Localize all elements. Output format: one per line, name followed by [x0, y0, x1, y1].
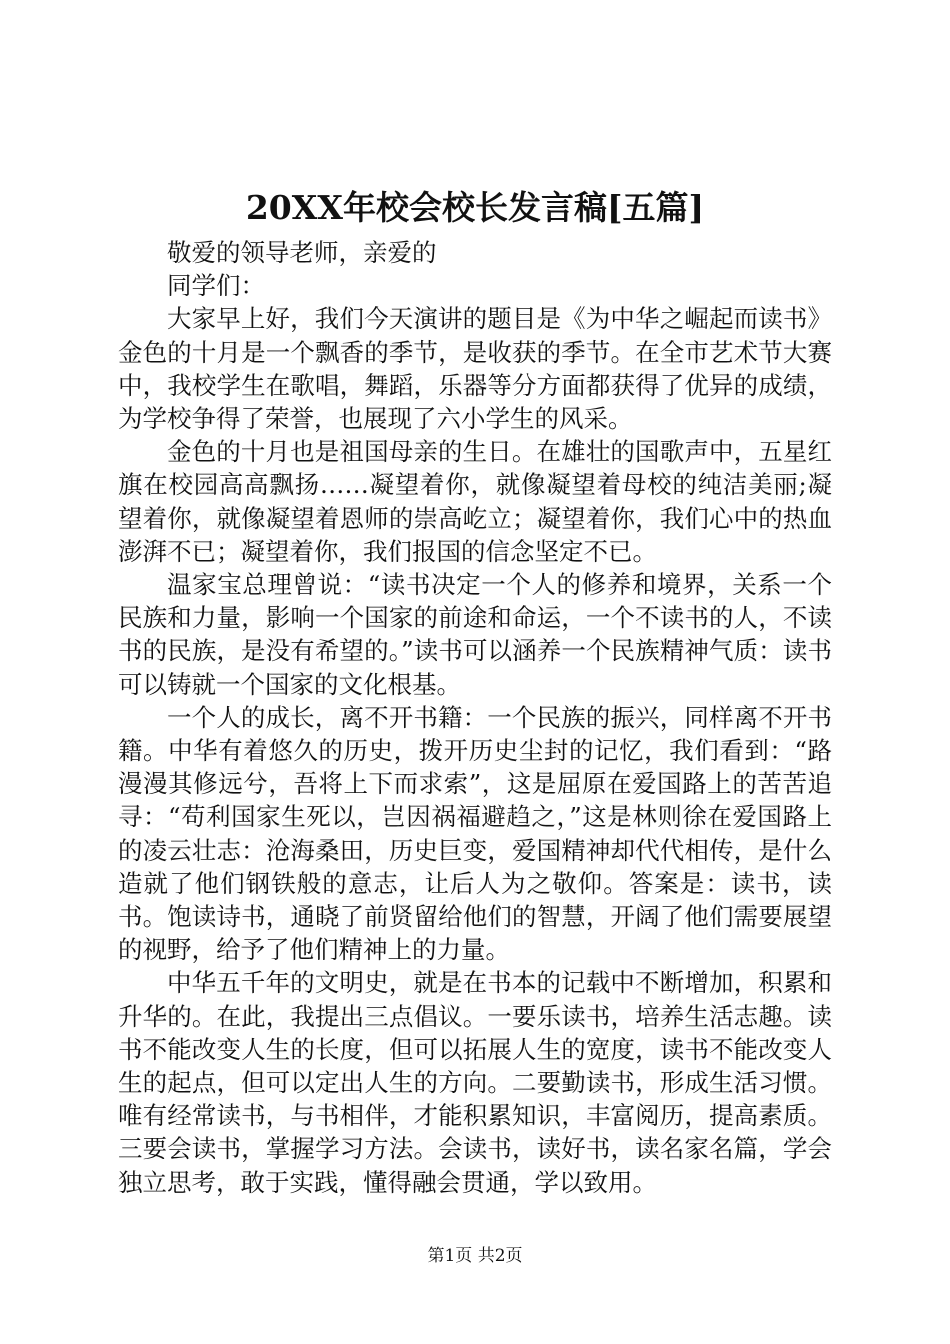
paragraph-2: 金色的十月也是祖国母亲的生日。在雄壮的国歌声中，五星红旗在校园高高飘扬……凝望着你，就像凝望着母校的纯洁美丽;凝望着你，就像凝望着恩师的崇高屹立；凝望着你，我们心中的热血澎湃不已；凝望着你，我们报国的信念坚定不已。 [118, 437, 832, 566]
paragraph-4: 一个人的成长，离不开书籍：一个民族的振兴，同样离不开书籍。中华有着悠久的历史，拨开历史尘封的记忆，我们看到：“路漫漫其修远兮，吾将上下而求索”，这是屈原在爱国路上的苦苦追寻：“苟利国家生死以，岂因祸福避趋之，”这是林则徐在爱国路上的凌云壮志：沧海桑田，历史巨变，爱国精神却代代相传，是什么造就了他们钢铁般的意志，让后人为之敬仰。答案是：读书，读书。饱读诗书，通晓了前贤留给他们的智慧，开阔了他们需要展望的视野，给予了他们精神上的力量。 [118, 702, 832, 965]
greeting-line-2: 同学们： [167, 271, 265, 301]
paragraph-1: 大家早上好，我们今天演讲的题目是《为中华之崛起而读书》金色的十月是一个飘香的季节，是收获的季节。在全市艺术节大赛中，我校学生在歌唱，舞蹈，乐器等分方面都获得了优异的成绩，为学校争得了荣誉，也展现了六小学生的风采。 [118, 304, 832, 434]
document-body [118, 236, 832, 1199]
paragraph-3: 温家宝总理曾说：“读书决定一个人的修养和境界，关系一个民族和力量，影响一个国家的前途和命运，一个不读书的人，不读书的民族，是没有希望的。”读书可以涵养一个民族精神气质：读书可以铸就一个国家的文化根基。 [118, 570, 832, 699]
page-number-footer: 第1页 共2页 [427, 1246, 523, 1266]
document-title: 20XX年校会校长发言稿[五篇] [245, 188, 705, 227]
greeting-line-1: 敬爱的领导老师，亲爱的 [167, 238, 437, 267]
paragraph-5: 中华五千年的文明史，就是在书本的记载中不断增加，积累和升华的。在此，我提出三点倡议。一要乐读书，培养生活志趣。读书不能改变人生的长度，但可以拓展人生的宽度，读书不能改变人生的起点，但可以定出人生的方向。二要勤读书，形成生活习惯。唯有经常读书，与书相伴，才能积累知识，丰富阅历，提高素质。三要会读书，掌握学习方法。会读书，读好书，读名家名篇，学会独立思考，敢于实践，懂得融会贯通，学以致用。 [118, 968, 832, 1197]
